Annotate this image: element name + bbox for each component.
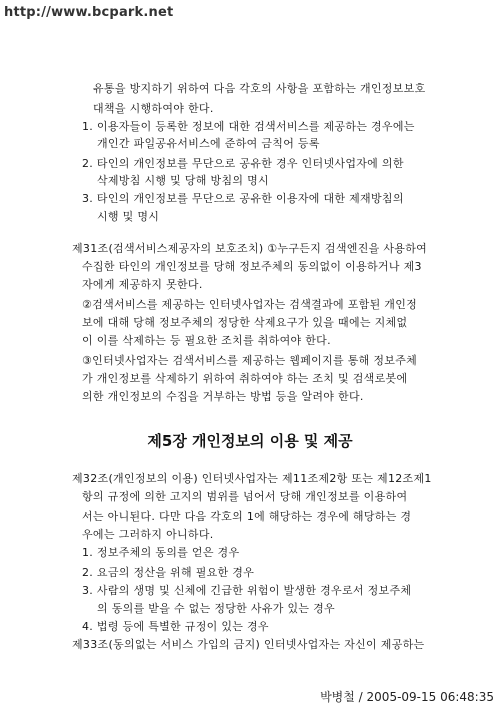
article31-line: ③인터넷사업자는 검색서비스를 제공하는 웹페이지를 통해 정보주체 [82,354,418,367]
chapter-title: 제5장 개인정보의 이용 및 제공 [147,432,353,450]
article31-line: 이 이를 삭제하는 등 필요한 조치를 취하여야 한다. [82,334,331,347]
article32-line: 우에는 그러하지 아니하다. [82,528,214,541]
intro-line: 대책을 시행하여야 한다. [93,102,214,115]
article32-line: 서는 아니된다. 다만 다음 각호의 1에 해당하는 경우에 해당하는 경 [82,510,412,523]
article31-line: 보에 대해 당해 정보주체의 정당한 삭제요구가 있을 때에는 지체없 [82,316,408,329]
article32-line: 항의 규정에 의한 고지의 범위를 넘어서 당해 개인정보를 이용하여 [82,490,408,503]
list-item: 1. 이용자들이 등록한 정보에 대한 검색서비스를 제공하는 경우에는 [82,120,415,133]
article31-line: 의한 개인정보의 수집을 거부하는 방법 등을 알려야 한다. [82,390,364,403]
list-item: 3. 타인의 개인정보를 무단으로 공유한 이용자에 대한 제재방침의 [82,192,404,205]
article33-line: 제33조(동의없는 서비스 가입의 금지) 인터넷사업자는 자신이 제공하는 [72,638,425,651]
list-item-continuation: 시행 및 명시 [97,210,160,223]
article31-line: ②검색서비스를 제공하는 인터넷사업자는 검색결과에 포함된 개인정 [82,298,418,311]
list-item: 1. 정보주체의 동의를 얻은 경우 [82,546,240,559]
article31-line: 가 개인정보를 삭제하기 위하여 취하여야 하는 조치 및 검색로봇에 [82,372,408,385]
intro-line: 유통을 방지하기 위하여 다음 각호의 사항을 포함하는 개인정보보호 [93,82,426,95]
signature-timestamp: 박병철 / 2005-09-15 06:48:35 [320,690,494,704]
watermark: http://www.bcpark.net [4,5,174,20]
list-item: 4. 법령 등에 특별한 규정이 있는 경우 [82,620,269,633]
list-item: 2. 요금의 정산을 위해 필요한 경우 [82,566,255,579]
list-item: 2. 타인의 개인정보를 무단으로 공유한 경우 인터넷사업자에 의한 [82,157,404,170]
article31-line: 제31조(검색서비스제공자의 보호조치) ①누구든지 검색엔진을 사용하여 [72,242,428,255]
article31-line: 수집한 타인의 개인정보를 당해 정보주체의 동의없이 이용하거나 제3 [82,260,422,273]
list-item: 3. 사람의 생명 및 신체에 긴급한 위험이 발생한 경우로서 정보주체 [82,584,412,597]
list-item-continuation: 삭제방침 시행 및 당해 방침의 명시 [97,174,269,187]
article31-line: 자에게 제공하지 못한다. [82,278,203,291]
list-item-continuation: 개인간 파일공유서비스에 준하여 금칙어 등록 [97,137,320,150]
list-item-continuation: 의 동의를 받을 수 없는 정당한 사유가 있는 경우 [97,602,335,615]
article32-line: 제32조(개인정보의 이용) 인터넷사업자는 제11조제2항 또는 제12조제1 [72,472,432,485]
